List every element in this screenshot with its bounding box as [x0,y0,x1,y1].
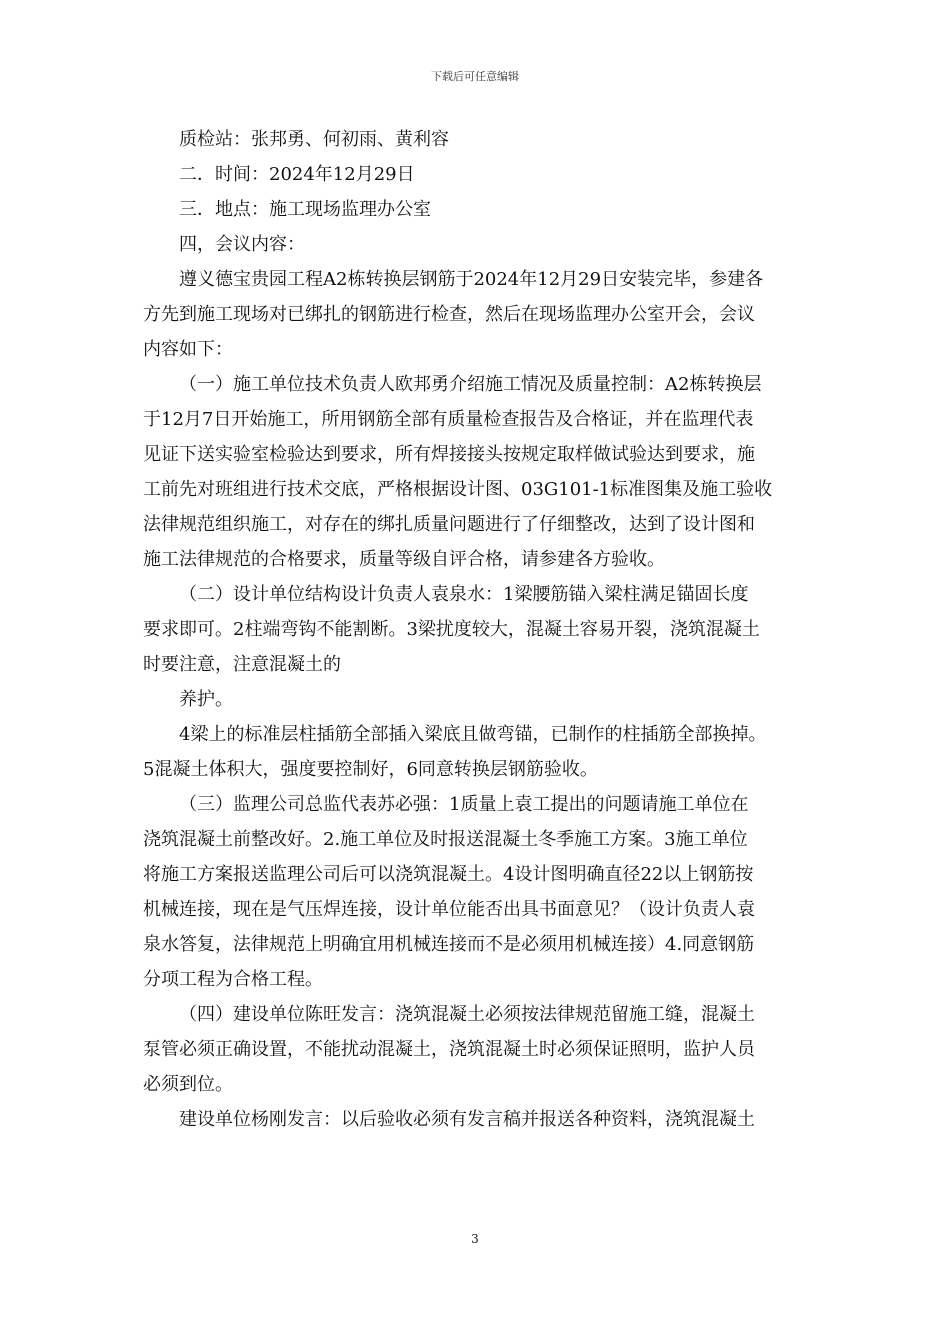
page-number: 3 [471,1232,479,1246]
text-line: 内容如下： [143,339,233,360]
text-line: 于12月7日开始施工，所用钢筋全部有质量检查报告及合格证，并在监理代表 [143,409,754,430]
text-line: 浇筑混凝土前整改好。2.施工单位及时报送混凝土冬季施工方案。3施工单位 [143,829,748,850]
text-line: 方先到施工现场对已绑扎的钢筋进行检查，然后在现场监理办公室开会，会议 [143,304,755,325]
text-line: 必须到位。 [143,1074,233,1095]
text-line: 要求即可。2柱端弯钩不能割断。3梁扰度较大，混凝土容易开裂，浇筑混凝土 [143,619,760,640]
text-line: 5混凝土体积大，强度要控制好，6同意转换层钢筋验收。 [143,759,598,780]
text-line: 建设单位杨刚发言：以后验收必须有发言稿并报送各种资料，浇筑混凝土 [179,1109,755,1130]
text-line: （四）建设单位陈旺发言：浇筑混凝土必须按法律规范留施工缝，混凝土 [179,1004,755,1025]
text-line: 泵管必须正确设置，不能扰动混凝土，浇筑混凝土时必须保证照明，监护人员 [143,1039,755,1060]
text-line: 四，会议内容： [179,234,305,255]
text-line: 分项工程为合格工程。 [143,969,323,990]
text-line: 三．地点：施工现场监理办公室 [179,199,431,220]
text-line: 泉水答复，法律规范上明确宜用机械连接而不是必须用机械连接）4.同意钢筋 [143,934,755,955]
text-line: 施工法律规范的合格要求，质量等级自评合格，请参建各方验收。 [143,549,665,570]
text-line: 机械连接，现在是气压焊连接，设计单位能否出具书面意见？（设计负责人袁 [143,899,755,920]
text-line: 养护。 [179,689,233,710]
text-line: 4梁上的标准层柱插筋全部插入梁底且做弯锚，已制作的柱插筋全部换掉。 [179,724,767,745]
text-line: 二．时间：2024年12月29日 [179,164,415,185]
text-line: 工前先对班组进行技术交底，严格根据设计图、03G101-1标准图集及施工验收 [143,479,773,500]
text-line: 质检站：张邦勇、何初雨、黄利容 [179,129,449,150]
text-line: 见证下送实验室检验达到要求，所有焊接接头按规定取样做试验达到要求，施 [143,444,755,465]
document-body [143,122,808,1137]
header-note: 下载后可任意编辑 [431,70,519,83]
text-line: 遵义德宝贵园工程A2栋转换层钢筋于2024年12月29日安装完毕，参建各 [179,269,764,290]
text-line: 法律规范组织施工，对存在的绑扎质量问题进行了仔细整改，达到了设计图和 [143,514,755,535]
text-line: （二）设计单位结构设计负责人袁泉水：1梁腰筋锚入梁柱满足锚固长度 [179,584,749,605]
text-line: 将施工方案报送监理公司后可以浇筑混凝土。4设计图明确直径22以上钢筋按 [143,864,754,885]
text-line: （三）监理公司总监代表苏必强：1质量上袁工提出的问题请施工单位在 [179,794,749,815]
text-line: 时要注意，注意混凝土的 [143,654,341,675]
text-line: （一）施工单位技术负责人欧邦勇介绍施工情况及质量控制：A2栋转换层 [179,374,762,395]
